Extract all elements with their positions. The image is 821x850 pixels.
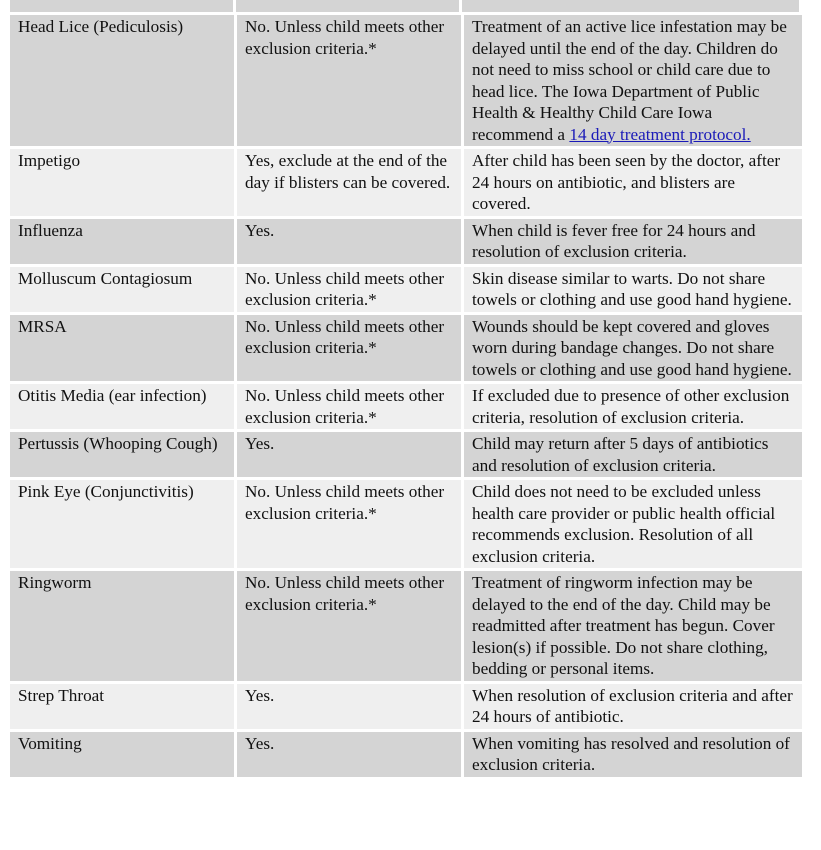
table-row-impetigo (10, 149, 802, 216)
return-cell: Skin disease similar to warts. Do not share towels or clothing and use good hand hygiene. (464, 267, 802, 312)
exclude-cell: No. Unless child meets other exclusion criteria.* (237, 15, 461, 146)
return-cell: When vomiting has resolved and resolution of exclusion criteria. (464, 732, 802, 777)
exclude-cell: Yes, exclude at the end of the day if blisters can be covered. (237, 149, 461, 216)
condition-cell: Ringworm (10, 571, 234, 681)
treatment-protocol-link[interactable]: 14 day treatment protocol. (569, 124, 751, 144)
return-cell (464, 15, 802, 146)
condition-cell: Strep Throat (10, 684, 234, 729)
return-cell: If excluded due to presence of other exclusion criteria, resolution of exclusion criteria. (464, 384, 802, 429)
table-row-pink-eye (10, 480, 802, 568)
return-cell: Child does not need to be excluded unless health care provider or public health official recommends exclusion. Resolution of all exclusion criteria. (464, 480, 802, 568)
exclude-cell: Yes. (237, 732, 461, 777)
condition-cell: Pink Eye (Conjunctivitis) (10, 480, 234, 568)
table-row-strep-throat (10, 684, 802, 729)
condition-cell: MRSA (10, 315, 234, 382)
condition-cell: Head Lice (Pediculosis) (10, 15, 234, 146)
table-row-pertussis (10, 432, 802, 477)
exclude-cell: No. Unless child meets other exclusion criteria.* (237, 384, 461, 429)
table-row-molluscum (10, 267, 802, 312)
exclude-cell: Yes. (237, 684, 461, 729)
table-row-ringworm (10, 571, 802, 681)
return-cell: Treatment of ringworm infection may be delayed to the end of the day. Child may be readmitted after treatment has begun. Cover lesion(s) if possible. Do not share clothing, bedding or personal items. (464, 571, 802, 681)
condition-cell: Otitis Media (ear infection) (10, 384, 234, 429)
condition-cell: Impetigo (10, 149, 234, 216)
condition-cell: Pertussis (Whooping Cough) (10, 432, 234, 477)
exclude-cell: No. Unless child meets other exclusion criteria.* (237, 267, 461, 312)
return-cell: Child may return after 5 days of antibiotics and resolution of exclusion criteria. (464, 432, 802, 477)
exclusion-table (10, 0, 802, 777)
table-row-head-lice (10, 15, 802, 146)
condition-cell: Vomiting (10, 732, 234, 777)
condition-cell: Influenza (10, 219, 234, 264)
return-text: Treatment of an active lice infestation may be delayed until the end of the day. Children do not need to miss school or child care due to head lice. The Iowa Department of Public Health & Healthy Child Care Iowa recommend a (472, 17, 787, 144)
exclude-cell: No. Unless child meets other exclusion criteria.* (237, 571, 461, 681)
return-cell: After child has been seen by the doctor, after 24 hours on antibiotic, and blisters are covered. (464, 149, 802, 216)
table-row-influenza (10, 219, 802, 264)
table-row-otitis-media (10, 384, 802, 429)
table-row-vomiting (10, 732, 802, 777)
exclude-cell: Yes. (237, 219, 461, 264)
return-cell: When resolution of exclusion criteria and after 24 hours of antibiotic. (464, 684, 802, 729)
return-cell: Wounds should be kept covered and gloves worn during bandage changes. Do not share towels or clothing and use good hand hygiene. (464, 315, 802, 382)
exclude-cell: No. Unless child meets other exclusion criteria.* (237, 480, 461, 568)
table-top-edge (10, 0, 802, 12)
condition-cell: Molluscum Contagiosum (10, 267, 234, 312)
exclude-cell: Yes. (237, 432, 461, 477)
exclude-cell: No. Unless child meets other exclusion criteria.* (237, 315, 461, 382)
table-row-mrsa (10, 315, 802, 382)
return-cell: When child is fever free for 24 hours and resolution of exclusion criteria. (464, 219, 802, 264)
